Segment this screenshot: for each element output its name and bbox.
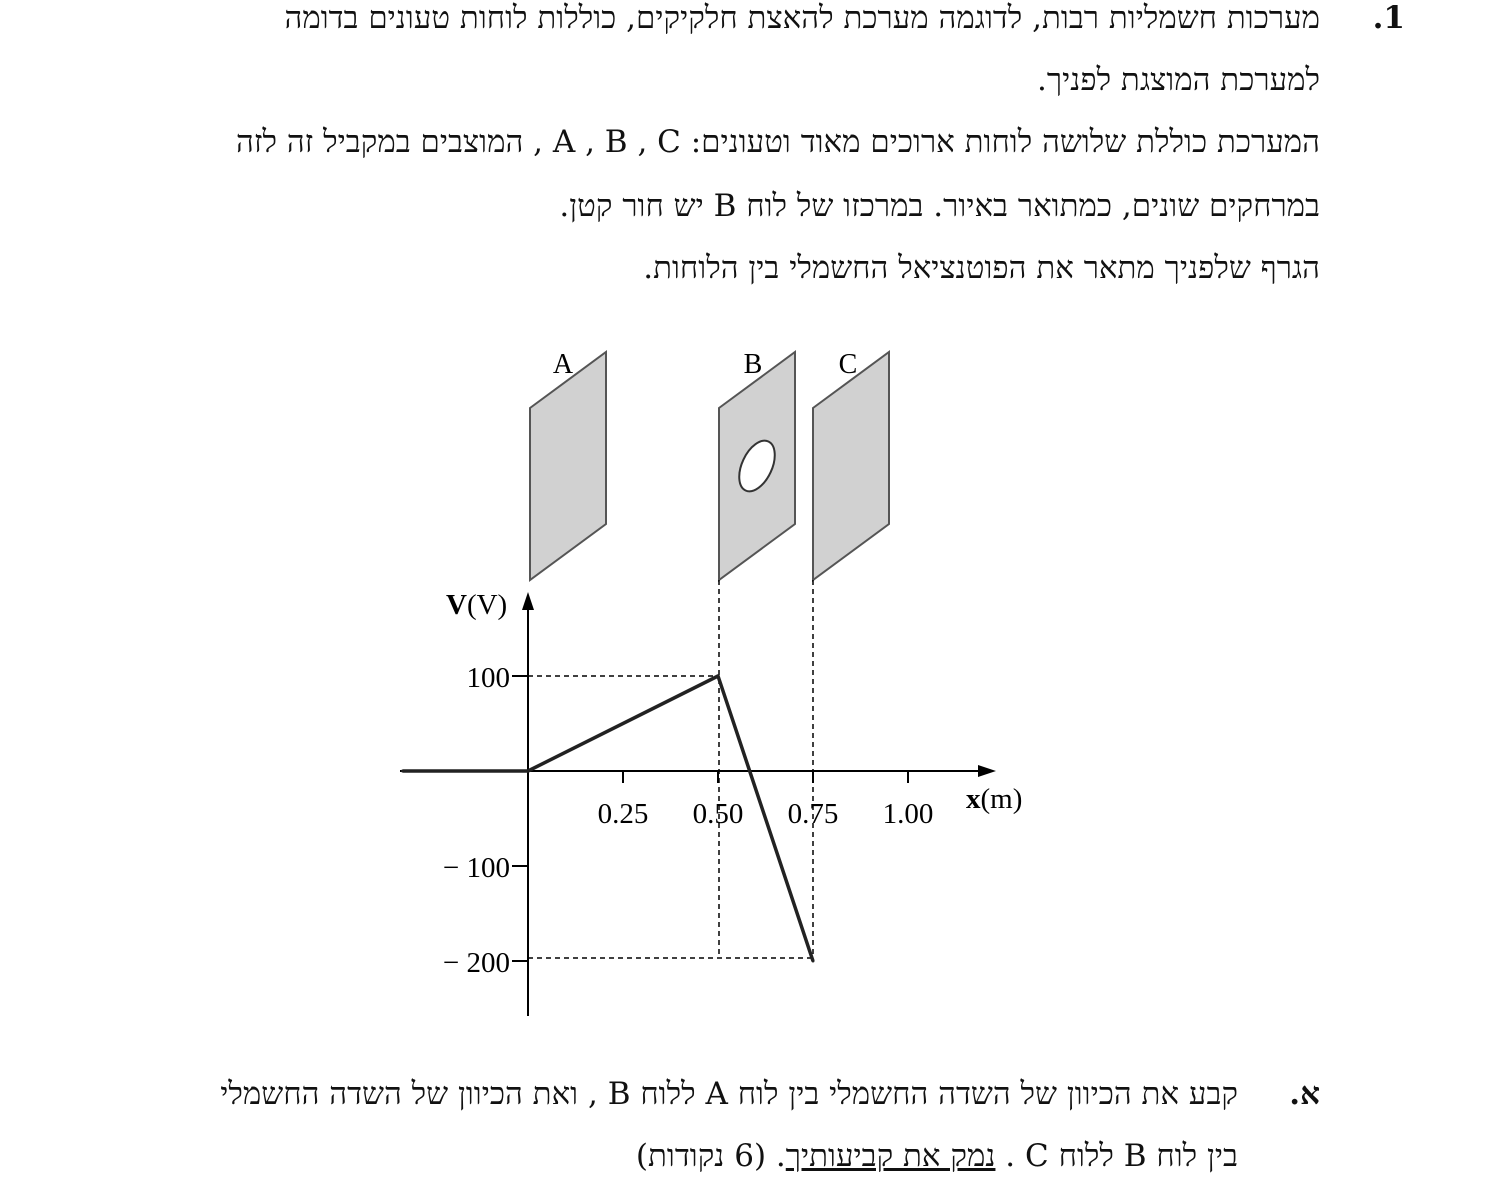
y-tick-label-2: − 200 xyxy=(442,947,510,979)
question-line-2: למערכת המוצגת לפניך. xyxy=(1037,62,1320,98)
x-tick-label-0.75: 0.75 xyxy=(787,798,839,830)
plate-b-label: B xyxy=(743,349,763,380)
y-axis-label-unit: (V) xyxy=(466,589,508,621)
chart-marks xyxy=(401,662,933,979)
x-tick-label-0.50: 0.50 xyxy=(692,798,744,830)
data-point-0-1 xyxy=(527,770,530,773)
x-axis-label-symbol: x xyxy=(966,783,981,815)
y-tick-label-0: 100 xyxy=(466,662,510,694)
data-point-0-3 xyxy=(812,960,815,963)
plate-a xyxy=(530,349,606,580)
x-axis-label-unit: (m) xyxy=(980,783,1023,815)
plate-b xyxy=(719,349,795,580)
subquestion-line-2-text: בין לוח B ללוח C . xyxy=(995,1138,1238,1174)
plate-a-label: A xyxy=(552,349,574,380)
figure xyxy=(0,330,1500,1090)
question-number: .1 xyxy=(1372,0,1405,36)
subquestion-line-2 xyxy=(636,1138,1238,1174)
x-tick-label-0.25: 0.25 xyxy=(597,798,649,830)
plate-c-label: C xyxy=(838,349,858,380)
plate-c xyxy=(813,349,889,580)
data-point-0-2 xyxy=(717,675,720,678)
y-axis-arrow xyxy=(522,592,534,610)
question-line-1: מערכות חשמליות רבות, לדוגמה מערכת להאצת חלקיקים, כוללות לוחות טעונים בדומה xyxy=(284,0,1320,36)
guide-lines xyxy=(528,580,813,958)
y-tick-label-1: − 100 xyxy=(442,852,510,884)
data-point-0-0 xyxy=(401,770,404,773)
subquestion-label: .א xyxy=(1289,1076,1320,1112)
subquestion-line-1: קבע את הכיוון של השדה החשמלי בין לוח A ללוח B , ואת הכיוון של השדה החשמלי xyxy=(220,1076,1238,1112)
x-tick-label-1.00: 1.00 xyxy=(882,798,934,830)
subquestion-points: . (6 נקודות) xyxy=(635,1138,786,1174)
y-axis-label-symbol: V xyxy=(446,589,467,621)
y-axis-label xyxy=(446,589,507,621)
question-line-5: הגרף שלפניך מתאר את הפוטנציאל החשמלי בין הלוחות. xyxy=(643,250,1320,286)
x-axis-arrow xyxy=(978,765,996,777)
x-axis-label xyxy=(966,783,1022,815)
question-line-3: המערכת כוללת שלושה לוחות ארוכים מאוד וטעונים: A , B , C , המוצבים במקביל זה לזה xyxy=(236,124,1320,160)
subquestion-justify-instruction: נמק את קביעותיך xyxy=(785,1138,996,1174)
question-line-4: במרחקים שונים, כמתואר באיור. במרכזו של לוח B יש חור קטן. xyxy=(559,188,1320,224)
